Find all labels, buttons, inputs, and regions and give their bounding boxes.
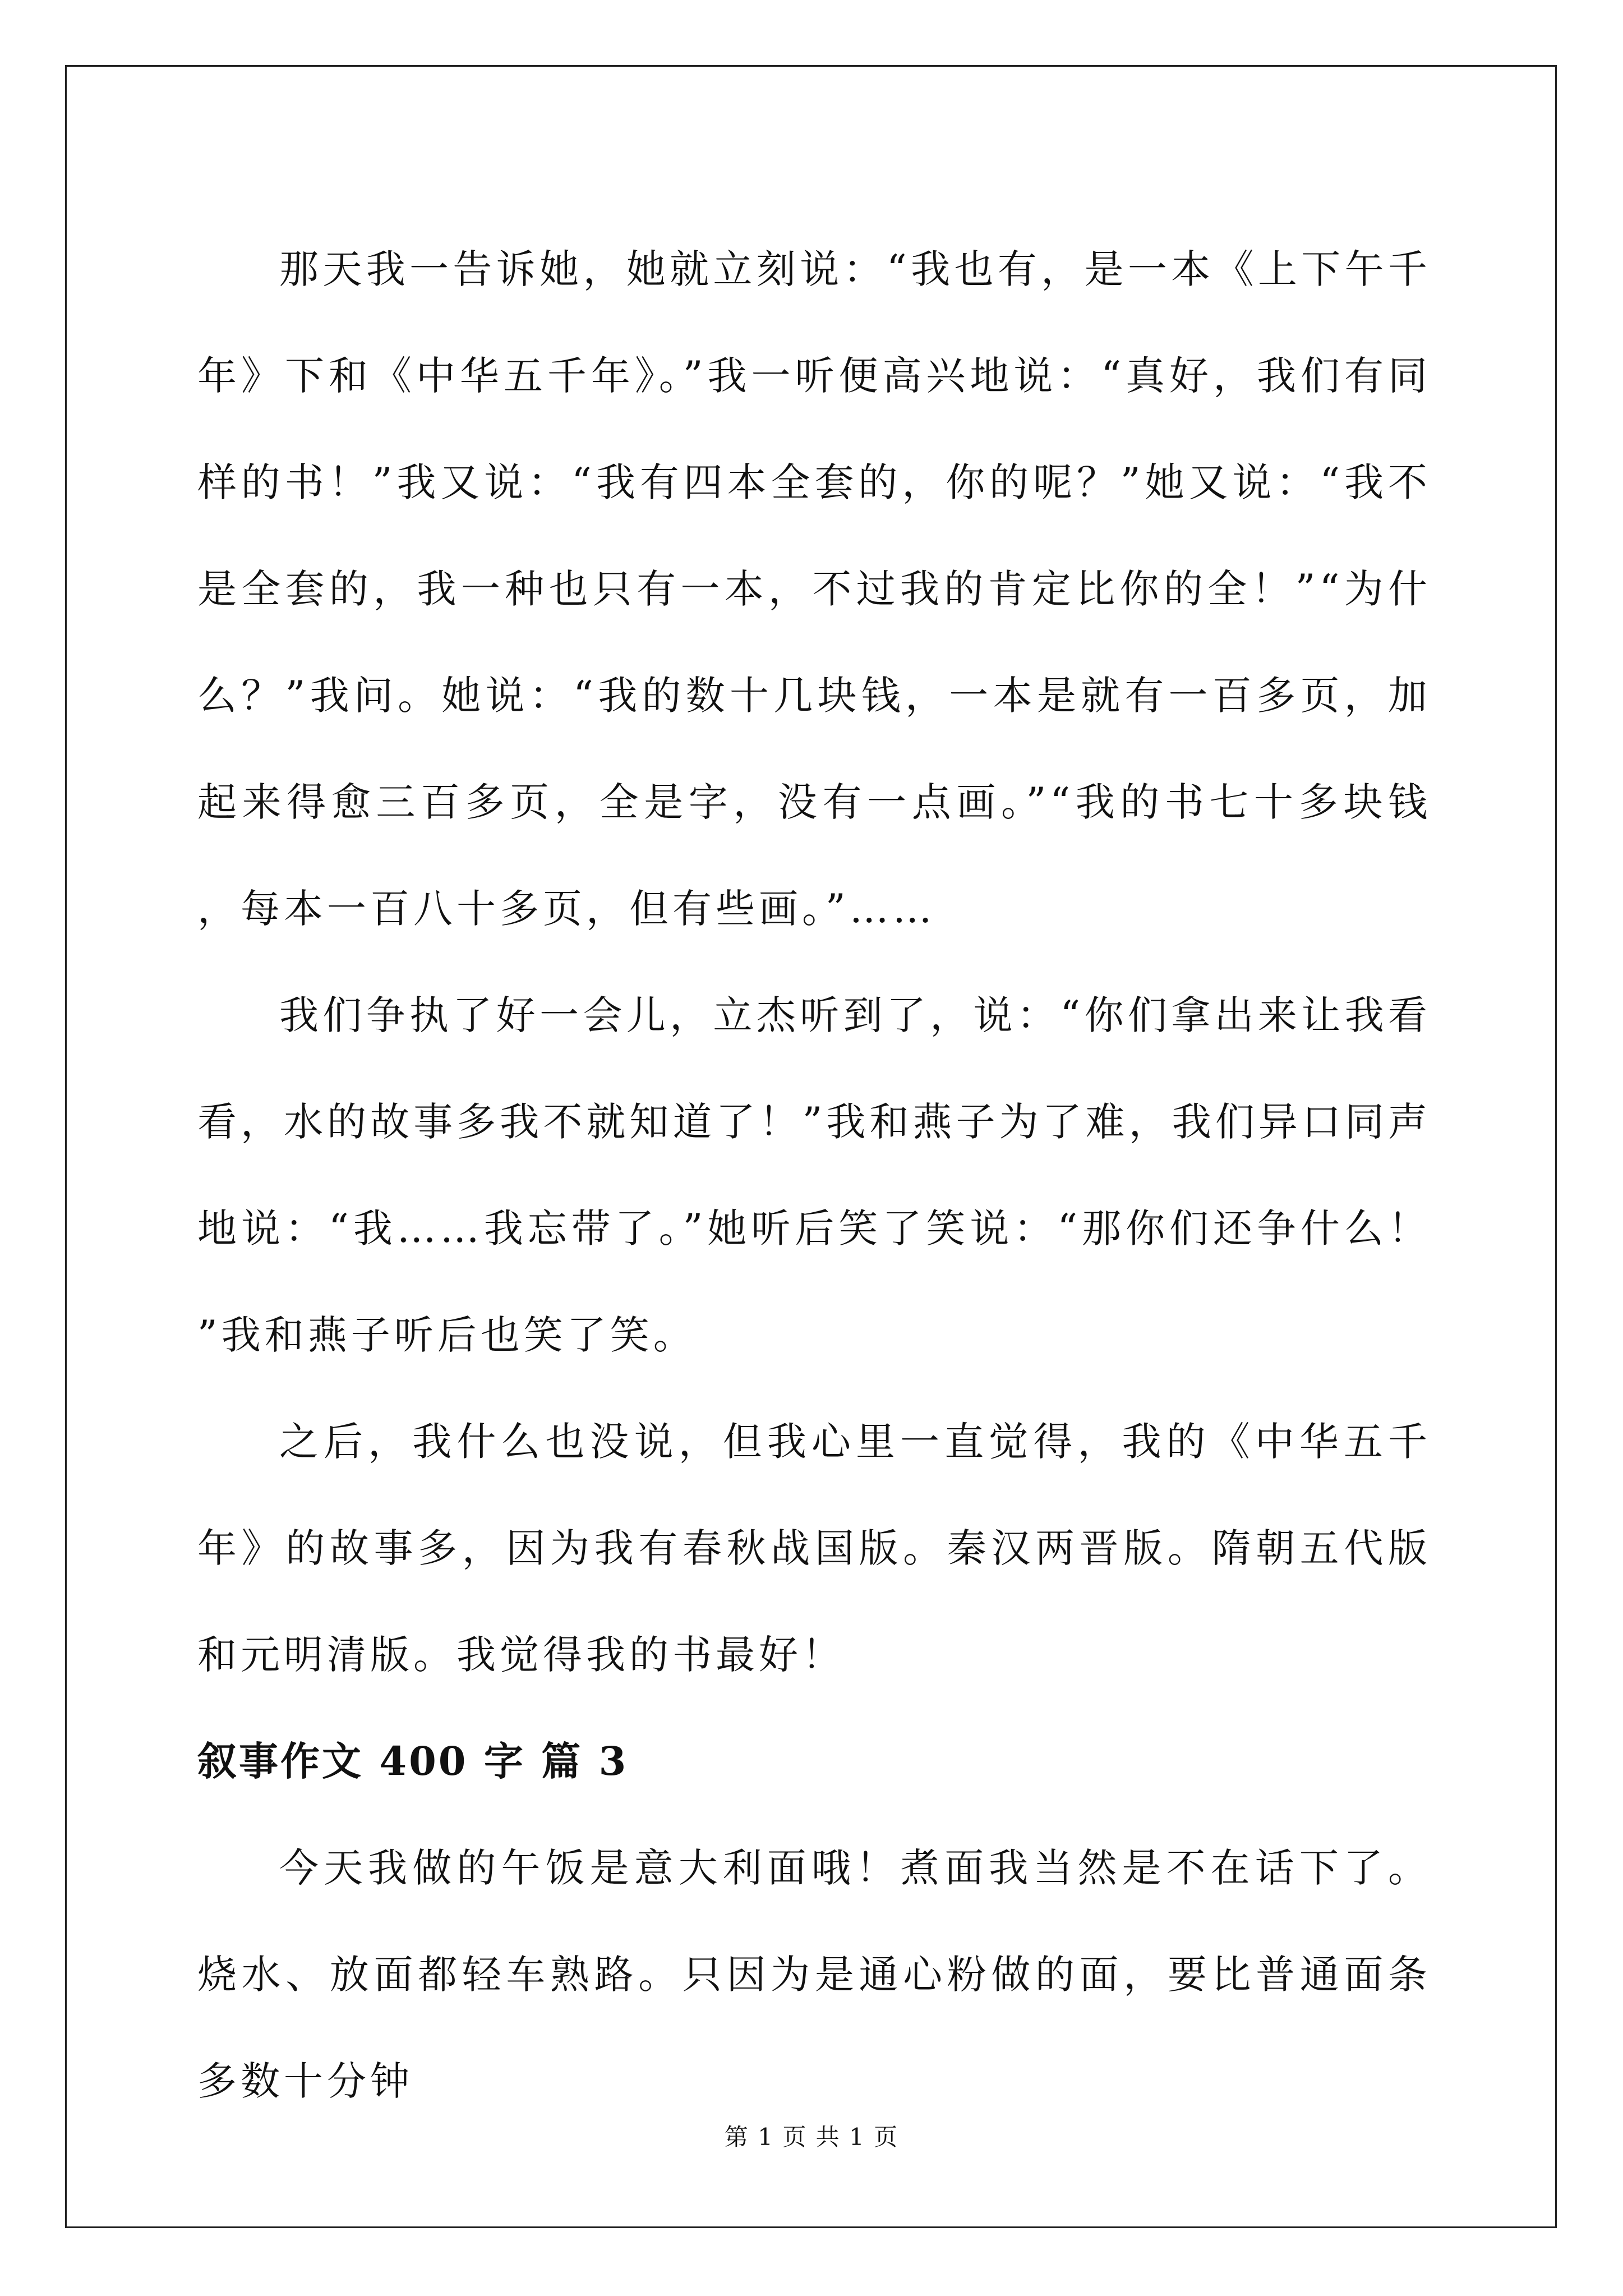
document-body	[197, 216, 1431, 2134]
paragraph-4: 今天我做的午饭是意大利面哦！煮面我当然是不在话下了。烧水、放面都轻车熟路。只因为是通心粉做的面，要比普通面条多数十分钟	[197, 1845, 1431, 2104]
paragraph-2: 我们争执了好一会儿，立杰听到了，说：“你们拿出来让我看看，水的故事多我不就知道了！”我和燕子为了难，我们异口同声地说：“我……我忘带了。”她听后笑了笑说：“那你们还争什么！”我和燕子听后也笑了笑。	[197, 992, 1431, 1358]
page-footer: 第 1 页 共 1 页	[724, 2123, 899, 2151]
paragraph-1: 那天我一告诉她，她就立刻说：“我也有，是一本《上下午千年》下和《中华五千年》。”我一听便高兴地说：“真好，我们有同样的书！”我又说：“我有四本全套的，你的呢？”她又说：“我不是全套的，我一种也只有一本，不过我的肯定比你的全！”“为什么？”我问。她说：“我的数十几块钱，一本是就有一百多页，加起来得愈三百多页，全是字，没有一点画。”“我的书七十多块钱，每本一百八十多页，但有些画。”……	[197, 246, 1431, 932]
section-heading: 叙事作文 400 字 篇 3	[197, 1738, 629, 1784]
paragraph-3: 之后，我什么也没说，但我心里一直觉得，我的《中华五千年》的故事多，因为我有春秋战国版。秦汉两晋版。隋朝五代版和元明清版。我觉得我的书最好！	[197, 1419, 1431, 1678]
